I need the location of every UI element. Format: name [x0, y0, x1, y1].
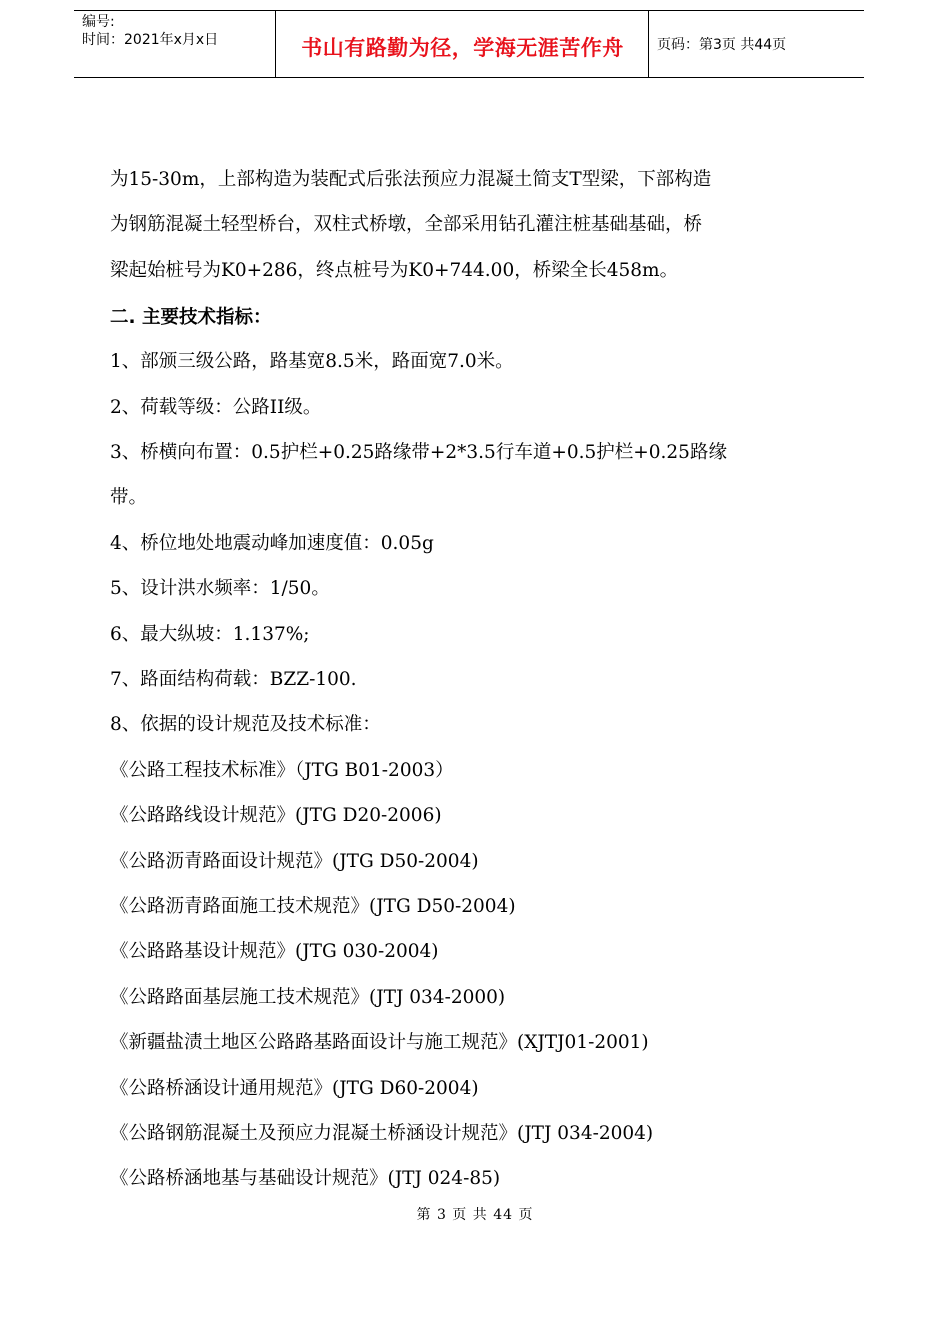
standard-item: 《公路沥青路面设计规范》(JTG D50-2004) [110, 851, 479, 872]
standard-item: 《公路工程技术标准》（JTG B01-2003） [110, 760, 454, 781]
document-time-label: 时间：2021年x月x日 [82, 32, 219, 48]
spec-item: 7、路面结构荷载：BZZ-100. [110, 669, 357, 690]
intro-line: 梁起始桩号为K0+286，终点桩号为K0+744.00，桥梁全长458m。 [110, 260, 679, 281]
page-footer: 第 3 页 共 44 页 [416, 1207, 534, 1223]
spec-item: 3、桥横向布置：0.5护栏+0.25路缘带+2*3.5行车道+0.5护栏+0.25路缘 [110, 442, 727, 463]
standard-item: 《新疆盐渍土地区公路路基路面设计与施工规范》(XJTJ01-2001) [110, 1032, 649, 1053]
intro-line: 为钢筋混凝土轻型桥台，双柱式桥墩，全部采用钻孔灌注桩基础基础，桥 [110, 214, 703, 235]
spec-item: 1、部颁三级公路，路基宽8.5米，路面宽7.0米。 [110, 351, 514, 372]
header-page-cell [649, 11, 864, 77]
spec-item: 8、依据的设计规范及技术标准： [110, 714, 381, 735]
document-number-label: 编号: [82, 14, 115, 30]
spec-item: 5、设计洪水频率：1/50。 [110, 578, 330, 599]
standard-item: 《公路路基设计规范》(JTG 030-2004) [110, 941, 439, 962]
intro-line: 为15-30m，上部构造为装配式后张法预应力混凝土简支T型梁，下部构造 [110, 169, 712, 190]
standard-item: 《公路路线设计规范》(JTG D20-2006) [110, 805, 442, 826]
standard-item: 《公路桥涵设计通用规范》(JTG D60-2004) [110, 1078, 479, 1099]
section-heading: 二. 主要技术指标： [110, 307, 272, 328]
header-page-number: 页码：第3页 共44页 [657, 37, 787, 53]
header-motto-cell [276, 11, 649, 77]
standard-item: 《公路钢筋混凝土及预应力混凝土桥涵设计规范》(JTJ 034-2004) [110, 1123, 654, 1144]
spec-item: 4、桥位地处地震动峰加速度值：0.05g [110, 533, 434, 554]
header-motto: 书山有路勤为径，学海无涯苦作舟 [301, 36, 624, 60]
spec-item: 带。 [110, 487, 148, 508]
standard-item: 《公路路面基层施工技术规范》(JTJ 034-2000) [110, 987, 506, 1008]
spec-item: 2、荷载等级：公路II级。 [110, 397, 322, 418]
header-meta-cell [74, 11, 276, 77]
standard-item: 《公路沥青路面施工技术规范》(JTG D50-2004) [110, 896, 516, 917]
spec-item: 6、最大纵坡：1.137%; [110, 624, 310, 645]
standard-item: 《公路桥涵地基与基础设计规范》(JTJ 024-85) [110, 1168, 501, 1189]
page-header [74, 10, 864, 78]
